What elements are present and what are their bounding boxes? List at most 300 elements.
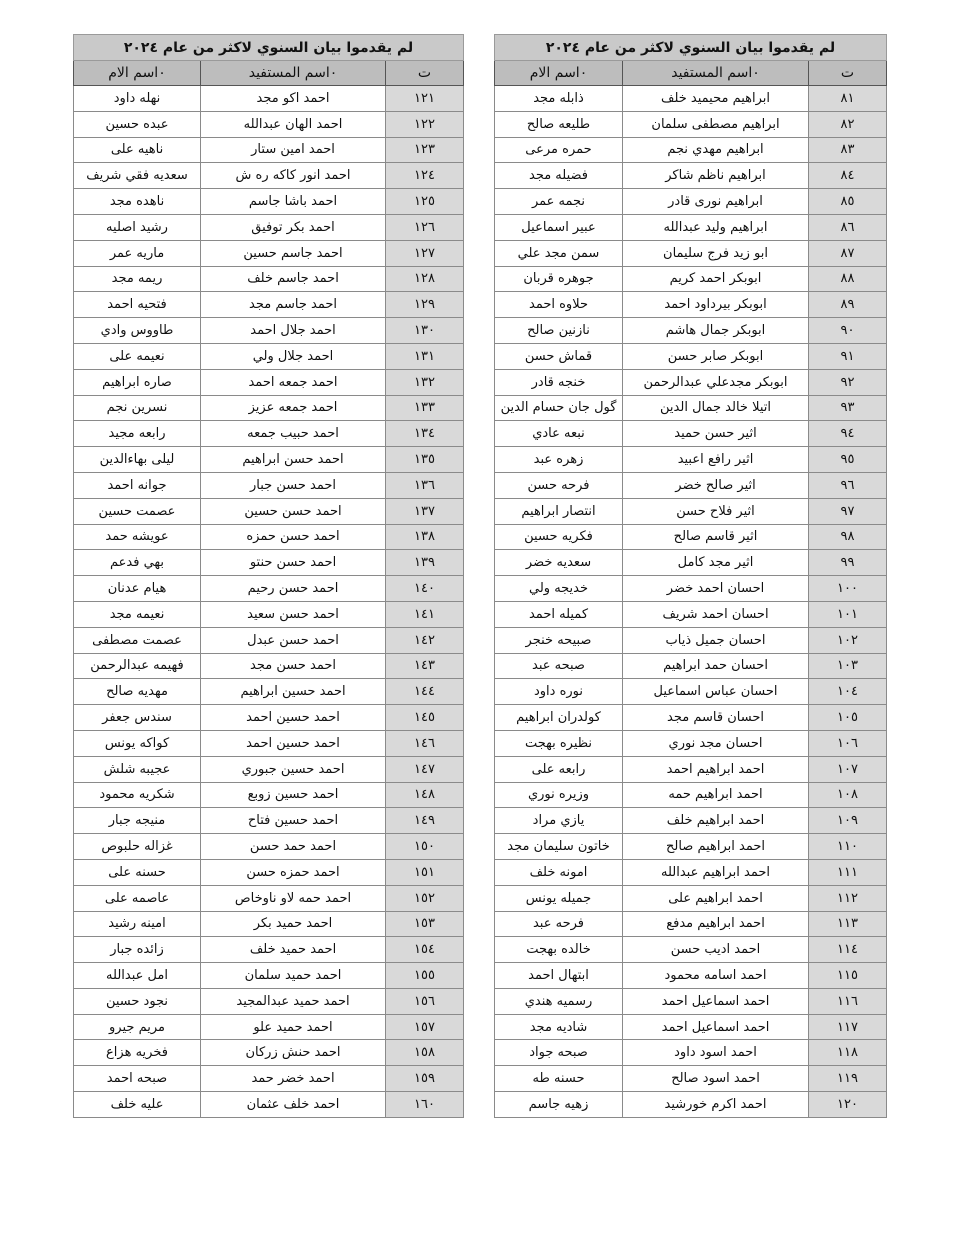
beneficiaries-table-left: [73, 34, 464, 1118]
row-number: ١٣١: [386, 343, 464, 369]
beneficiary-name: ابراهيم مصطفى سلمان: [623, 111, 809, 137]
table-row: [74, 627, 464, 653]
mother-name: نوره داود: [495, 679, 623, 705]
beneficiary-name: احمد حسين فتاح: [201, 808, 386, 834]
table-row: [74, 524, 464, 550]
row-number: ١١٤: [809, 937, 887, 963]
mother-name: ناهده مجد: [74, 189, 201, 215]
row-number: ١٢٥: [386, 189, 464, 215]
beneficiary-name: اثير رافع اعبيد: [623, 447, 809, 473]
beneficiary-name: ابراهيم محيميد خلف: [623, 86, 809, 112]
mother-name: كولدران ابراهيم: [495, 705, 623, 731]
row-number: ١٠٧: [809, 756, 887, 782]
beneficiary-name: احمد جمعه احمد: [201, 369, 386, 395]
row-number: ٨١: [809, 86, 887, 112]
mother-name: صبيحه خنجر: [495, 627, 623, 653]
beneficiary-name: احمد حسن ابراهيم: [201, 447, 386, 473]
beneficiary-name: احمد حسن حنتو: [201, 550, 386, 576]
mother-name: نسرين نجم: [74, 395, 201, 421]
row-number: ١٢٢: [386, 111, 464, 137]
beneficiary-name: احمد اسامه محمود: [623, 963, 809, 989]
row-number: ١١٣: [809, 911, 887, 937]
table-row: [74, 808, 464, 834]
column-header-mother-name: ٠اسم الام: [495, 61, 623, 86]
beneficiary-name: احمد جلال ولي: [201, 343, 386, 369]
beneficiary-name: ابوبكر بيرداود احمد: [623, 292, 809, 318]
beneficiary-name: احمد حنش زركان: [201, 1040, 386, 1066]
beneficiary-name: احمد انور كاكه ره ش: [201, 163, 386, 189]
row-number: ٨٥: [809, 189, 887, 215]
mother-name: قماش حسن: [495, 343, 623, 369]
row-number: ١٢٤: [386, 163, 464, 189]
row-number: ١٥٥: [386, 963, 464, 989]
beneficiary-name: احمد حمزه حسن: [201, 859, 386, 885]
row-number: ٩١: [809, 343, 887, 369]
table-row: [495, 240, 887, 266]
table-row: [74, 576, 464, 602]
mother-name: شاديه مجد: [495, 1014, 623, 1040]
row-number: ١٢٧: [386, 240, 464, 266]
mother-name: ناهيه على: [74, 137, 201, 163]
beneficiary-name: احسان جميل ذياب: [623, 627, 809, 653]
table-row: [495, 705, 887, 731]
row-number: ١٠٣: [809, 653, 887, 679]
table-row: [495, 834, 887, 860]
mother-name: غزاله حلبوص: [74, 834, 201, 860]
row-number: ١٣٠: [386, 318, 464, 344]
row-number: ١٣٩: [386, 550, 464, 576]
beneficiary-name: ابراهيم ناظم شاكر: [623, 163, 809, 189]
row-number: ١٠٦: [809, 730, 887, 756]
row-number: ٩٦: [809, 472, 887, 498]
row-number: ١٠٩: [809, 808, 887, 834]
beneficiary-name: احمد حسين احمد: [201, 730, 386, 756]
table-row: [495, 808, 887, 834]
mother-name: سعديه فقي شريف: [74, 163, 201, 189]
row-number: ١٠٢: [809, 627, 887, 653]
mother-name: حسنه على: [74, 859, 201, 885]
mother-name: خديجه ولي: [495, 576, 623, 602]
mother-name: وزيره نوري: [495, 782, 623, 808]
table-row: [495, 937, 887, 963]
beneficiary-name: احمد جاسم حسين: [201, 240, 386, 266]
beneficiary-name: احسان قاسم مجد: [623, 705, 809, 731]
mother-name: فتحيه احمد: [74, 292, 201, 318]
mother-name: عويشه حمد: [74, 524, 201, 550]
table-row: [74, 550, 464, 576]
mother-name: نبعه عادي: [495, 421, 623, 447]
mother-name: زائده جبار: [74, 937, 201, 963]
row-number: ١٥٣: [386, 911, 464, 937]
row-number: ١٠٠: [809, 576, 887, 602]
beneficiary-name: احمد حسن حسين: [201, 498, 386, 524]
beneficiary-name: احمد خلف عثمان: [201, 1092, 386, 1118]
table-row: [74, 111, 464, 137]
row-number: ٩٥: [809, 447, 887, 473]
mother-name: فضيله مجد: [495, 163, 623, 189]
table-row: [495, 1040, 887, 1066]
table-body: [74, 86, 464, 1118]
beneficiary-name: احمد ابراهيم مدفع: [623, 911, 809, 937]
mother-name: كواكه يونس: [74, 730, 201, 756]
row-number: ١٤٩: [386, 808, 464, 834]
beneficiary-name: احمد الهان عبدالله: [201, 111, 386, 137]
table-row: [495, 498, 887, 524]
table-row: [74, 240, 464, 266]
mother-name: حسنه طه: [495, 1066, 623, 1092]
table-row: [495, 472, 887, 498]
beneficiary-name: ابوبكر جمال هاشم: [623, 318, 809, 344]
table-row: [74, 163, 464, 189]
table-row: [495, 369, 887, 395]
row-number: ٩٢: [809, 369, 887, 395]
beneficiary-name: ابو زيد فرج سليمان: [623, 240, 809, 266]
table-row: [74, 472, 464, 498]
mother-name: فهيمه عبدالرحمن: [74, 653, 201, 679]
mother-name: رابعه مجيد: [74, 421, 201, 447]
row-number: ١٤٦: [386, 730, 464, 756]
table-row: [74, 318, 464, 344]
row-number: ١٣٨: [386, 524, 464, 550]
mother-name: فخريه هزاع: [74, 1040, 201, 1066]
beneficiary-name: احمد جاسم خلف: [201, 266, 386, 292]
beneficiary-name: احمد حمه لاو ناوخاص: [201, 885, 386, 911]
row-number: ١٣٤: [386, 421, 464, 447]
mother-name: كميله احمد: [495, 601, 623, 627]
table-row: [495, 421, 887, 447]
row-number: ١٢١: [386, 86, 464, 112]
mother-name: طليعه صالح: [495, 111, 623, 137]
row-number: ٩٤: [809, 421, 887, 447]
row-number: ١٣٧: [386, 498, 464, 524]
mother-name: مهديه صالح: [74, 679, 201, 705]
beneficiary-name: احمد حسن عبدل: [201, 627, 386, 653]
beneficiary-name: احمد حبيب جمعه: [201, 421, 386, 447]
mother-name: حمره مرعى: [495, 137, 623, 163]
mother-name: امونه خلف: [495, 859, 623, 885]
beneficiary-name: احسان حمد ابراهيم: [623, 653, 809, 679]
mother-name: امل عبدالله: [74, 963, 201, 989]
mother-name: حلاوه احمد: [495, 292, 623, 318]
row-number: ٨٣: [809, 137, 887, 163]
mother-name: فرحه عبد: [495, 911, 623, 937]
table-row: [74, 86, 464, 112]
table-row: [495, 885, 887, 911]
beneficiary-name: اثير حسن حميد: [623, 421, 809, 447]
beneficiary-name: احمد جلال احمد: [201, 318, 386, 344]
row-number: ١٢٠: [809, 1092, 887, 1118]
table-row: [495, 963, 887, 989]
mother-name: نهله داود: [74, 86, 201, 112]
row-number: ١٠٨: [809, 782, 887, 808]
table-row: [74, 911, 464, 937]
mother-name: رشيد اصليه: [74, 214, 201, 240]
mother-name: خالده بهجت: [495, 937, 623, 963]
row-number: ١٥٢: [386, 885, 464, 911]
beneficiary-name: احمد اسود صالح: [623, 1066, 809, 1092]
table-body: [495, 86, 887, 1118]
beneficiary-name: اثير قاسم صالح: [623, 524, 809, 550]
mother-name: شكريه محمود: [74, 782, 201, 808]
table-row: [495, 524, 887, 550]
table-row: [74, 653, 464, 679]
beneficiary-name: ابوبكر مجدعلي عبدالرحمن: [623, 369, 809, 395]
beneficiary-name: احمد ابراهيم احمد: [623, 756, 809, 782]
table-row: [74, 369, 464, 395]
mother-name: جوهره قربان: [495, 266, 623, 292]
table-row: [74, 266, 464, 292]
beneficiary-name: ابراهيم مهدي نجم: [623, 137, 809, 163]
mother-name: انتصار ابراهيم: [495, 498, 623, 524]
mother-name: صبحه عبد: [495, 653, 623, 679]
table-row: [74, 937, 464, 963]
table-row: [74, 834, 464, 860]
row-number: ٨٧: [809, 240, 887, 266]
table-row: [74, 137, 464, 163]
beneficiary-name: ابراهيم وليد عبدالله: [623, 214, 809, 240]
mother-name: سندس جعفر: [74, 705, 201, 731]
mother-name: نجمه عمر: [495, 189, 623, 215]
table-row: [74, 1014, 464, 1040]
mother-name: جوانه احمد: [74, 472, 201, 498]
beneficiary-name: احمد حميد عبدالمجيد: [201, 988, 386, 1014]
table-row: [74, 705, 464, 731]
row-number: ٨٢: [809, 111, 887, 137]
beneficiary-name: احمد بكر توفيق: [201, 214, 386, 240]
mother-name: صبحه جواد: [495, 1040, 623, 1066]
column-header-mother-name: ٠اسم الام: [74, 61, 201, 86]
beneficiary-name: اتيلا خالد جمال الدين: [623, 395, 809, 421]
beneficiary-name: اثير مجد كامل: [623, 550, 809, 576]
row-number: ٨٤: [809, 163, 887, 189]
row-number: ١٤٧: [386, 756, 464, 782]
table-row: [495, 266, 887, 292]
table-row: [495, 447, 887, 473]
mother-name: زهره عبد: [495, 447, 623, 473]
mother-name: جميله يونس: [495, 885, 623, 911]
beneficiary-name: احمد اسماعيل احمد: [623, 1014, 809, 1040]
row-number: ١٢٩: [386, 292, 464, 318]
table-row: [495, 163, 887, 189]
beneficiary-name: احسان عباس اسماعيل: [623, 679, 809, 705]
mother-name: بهي فدعم: [74, 550, 201, 576]
row-number: ٨٨: [809, 266, 887, 292]
table-row: [74, 782, 464, 808]
mother-name: عليه خلف: [74, 1092, 201, 1118]
table-row: [74, 988, 464, 1014]
row-number: ١٢٨: [386, 266, 464, 292]
table-row: [74, 601, 464, 627]
table-row: [74, 1066, 464, 1092]
table-row: [74, 447, 464, 473]
beneficiary-name: احمد جمعه عزيز: [201, 395, 386, 421]
table-row: [74, 1040, 464, 1066]
table-row: [495, 86, 887, 112]
beneficiary-name: احمد حسين احمد: [201, 705, 386, 731]
table-row: [495, 1066, 887, 1092]
beneficiary-name: احمد حسن حمزه: [201, 524, 386, 550]
mother-name: ماريه عمر: [74, 240, 201, 266]
beneficiary-name: احمد حسين ابراهيم: [201, 679, 386, 705]
table-row: [495, 1014, 887, 1040]
beneficiary-name: احسان مجد نوري: [623, 730, 809, 756]
table-row: [495, 782, 887, 808]
row-number: ١٠٤: [809, 679, 887, 705]
mother-name: سمن مجد علي: [495, 240, 623, 266]
beneficiary-name: احمد ابراهيم صالح: [623, 834, 809, 860]
row-number: ١٤١: [386, 601, 464, 627]
row-number: ٩٧: [809, 498, 887, 524]
mother-name: ريمه مجد: [74, 266, 201, 292]
mother-name: نازنين صالح: [495, 318, 623, 344]
beneficiary-name: احمد حميد خلف: [201, 937, 386, 963]
row-number: ٨٩: [809, 292, 887, 318]
beneficiary-name: ابوبكر صابر حسن: [623, 343, 809, 369]
row-number: ١٢٦: [386, 214, 464, 240]
row-number: ٩٣: [809, 395, 887, 421]
mother-name: صبحه احمد: [74, 1066, 201, 1092]
row-number: ١٤٢: [386, 627, 464, 653]
beneficiary-name: احسان احمد خضر: [623, 576, 809, 602]
row-number: ١٣٢: [386, 369, 464, 395]
row-number: ١٢٣: [386, 137, 464, 163]
row-number: ١٥٤: [386, 937, 464, 963]
table-row: [74, 343, 464, 369]
beneficiaries-table-right: [494, 34, 887, 1118]
row-number: ٩٨: [809, 524, 887, 550]
row-number: ١٣٣: [386, 395, 464, 421]
mother-name: مريم جيرو: [74, 1014, 201, 1040]
beneficiary-name: احمد حميد سلمان: [201, 963, 386, 989]
table-title: لم يقدموا بيان السنوي لاكثر من عام ٢٠٢٤: [495, 35, 887, 61]
table-row: [74, 679, 464, 705]
mother-name: عبده حسين: [74, 111, 201, 137]
table-row: [495, 137, 887, 163]
column-header-beneficiary-name: ٠اسم المستفيد: [623, 61, 809, 86]
table-row: [495, 214, 887, 240]
mother-name: فرحه حسن: [495, 472, 623, 498]
row-number: ١٣٦: [386, 472, 464, 498]
column-header-beneficiary-name: ٠اسم المستفيد: [201, 61, 386, 86]
beneficiary-name: احمد حسين جبوري: [201, 756, 386, 782]
table-row: [495, 679, 887, 705]
beneficiary-name: احمد خضر حمد: [201, 1066, 386, 1092]
beneficiary-name: احمد حمد حسن: [201, 834, 386, 860]
row-number: ١١١: [809, 859, 887, 885]
beneficiary-name: ابوبكر احمد كريم: [623, 266, 809, 292]
table-row: [74, 859, 464, 885]
mother-name: فكريه حسين: [495, 524, 623, 550]
table-row: [495, 1092, 887, 1118]
beneficiary-name: ابراهيم نورى قادر: [623, 189, 809, 215]
table-title: لم يقدموا بيان السنوي لاكثر من عام ٢٠٢٤: [74, 35, 464, 61]
row-number: ٩٩: [809, 550, 887, 576]
mother-name: نظيره بهجت: [495, 730, 623, 756]
column-header-number: ت: [809, 61, 887, 86]
table-row: [74, 963, 464, 989]
row-number: ٩٠: [809, 318, 887, 344]
mother-name: يازي مراد: [495, 808, 623, 834]
table-row: [74, 498, 464, 524]
mother-name: نعيمه على: [74, 343, 201, 369]
table-row: [74, 885, 464, 911]
beneficiary-name: اثير صالح خضر: [623, 472, 809, 498]
table-row: [495, 730, 887, 756]
mother-name: هيام عدنان: [74, 576, 201, 602]
beneficiary-name: احمد ابراهيم على: [623, 885, 809, 911]
table-row: [74, 395, 464, 421]
beneficiary-name: احمد ابراهيم خلف: [623, 808, 809, 834]
row-number: ١١٨: [809, 1040, 887, 1066]
row-number: ١١٠: [809, 834, 887, 860]
mother-name: ابتهال احمد: [495, 963, 623, 989]
beneficiary-name: احمد حسن جبار: [201, 472, 386, 498]
mother-name: ذابله مجد: [495, 86, 623, 112]
beneficiary-name: احمد حميد بكر: [201, 911, 386, 937]
column-header-number: ت: [386, 61, 464, 86]
mother-name: رابعه على: [495, 756, 623, 782]
mother-name: نجود حسين: [74, 988, 201, 1014]
beneficiary-name: احمد ابراهيم عبدالله: [623, 859, 809, 885]
row-number: ١١٥: [809, 963, 887, 989]
mother-name: منيجه جبار: [74, 808, 201, 834]
row-number: ١٠١: [809, 601, 887, 627]
row-number: ١١٢: [809, 885, 887, 911]
table-row: [495, 988, 887, 1014]
table-row: [495, 343, 887, 369]
row-number: ١٥٧: [386, 1014, 464, 1040]
table-row: [495, 292, 887, 318]
mother-name: امينه رشيد: [74, 911, 201, 937]
mother-name: عاصمه على: [74, 885, 201, 911]
row-number: ١٠٥: [809, 705, 887, 731]
row-number: ١٤٠: [386, 576, 464, 602]
mother-name: زهيه جاسم: [495, 1092, 623, 1118]
beneficiary-name: احمد امين ستار: [201, 137, 386, 163]
beneficiary-name: احمد حسن سعيد: [201, 601, 386, 627]
table-row: [495, 601, 887, 627]
beneficiary-name: احمد اسماعيل احمد: [623, 988, 809, 1014]
beneficiary-name: احمد جاسم مجد: [201, 292, 386, 318]
row-number: ١٥٨: [386, 1040, 464, 1066]
table-row: [74, 214, 464, 240]
row-number: ١٣٥: [386, 447, 464, 473]
row-number: ١٤٨: [386, 782, 464, 808]
row-number: ٨٦: [809, 214, 887, 240]
beneficiary-name: احمد حسن مجد: [201, 653, 386, 679]
table-row: [495, 395, 887, 421]
beneficiary-name: احمد اديب حسن: [623, 937, 809, 963]
row-number: ١٤٤: [386, 679, 464, 705]
table-row: [495, 756, 887, 782]
mother-name: نعيمه مجد: [74, 601, 201, 627]
mother-name: عصمت مصطفى: [74, 627, 201, 653]
table-row: [74, 292, 464, 318]
mother-name: خنجه قادر: [495, 369, 623, 395]
table-row: [74, 1092, 464, 1118]
table-row: [495, 189, 887, 215]
beneficiary-name: احمد حسن رحيم: [201, 576, 386, 602]
table-row: [495, 627, 887, 653]
beneficiary-name: اثير فلاح حسن: [623, 498, 809, 524]
beneficiary-name: احسان احمد شريف: [623, 601, 809, 627]
mother-name: عصمت حسين: [74, 498, 201, 524]
row-number: ١١٧: [809, 1014, 887, 1040]
beneficiary-name: احمد اكرم خورشيد: [623, 1092, 809, 1118]
row-number: ١٤٥: [386, 705, 464, 731]
table-row: [495, 859, 887, 885]
row-number: ١٥٦: [386, 988, 464, 1014]
